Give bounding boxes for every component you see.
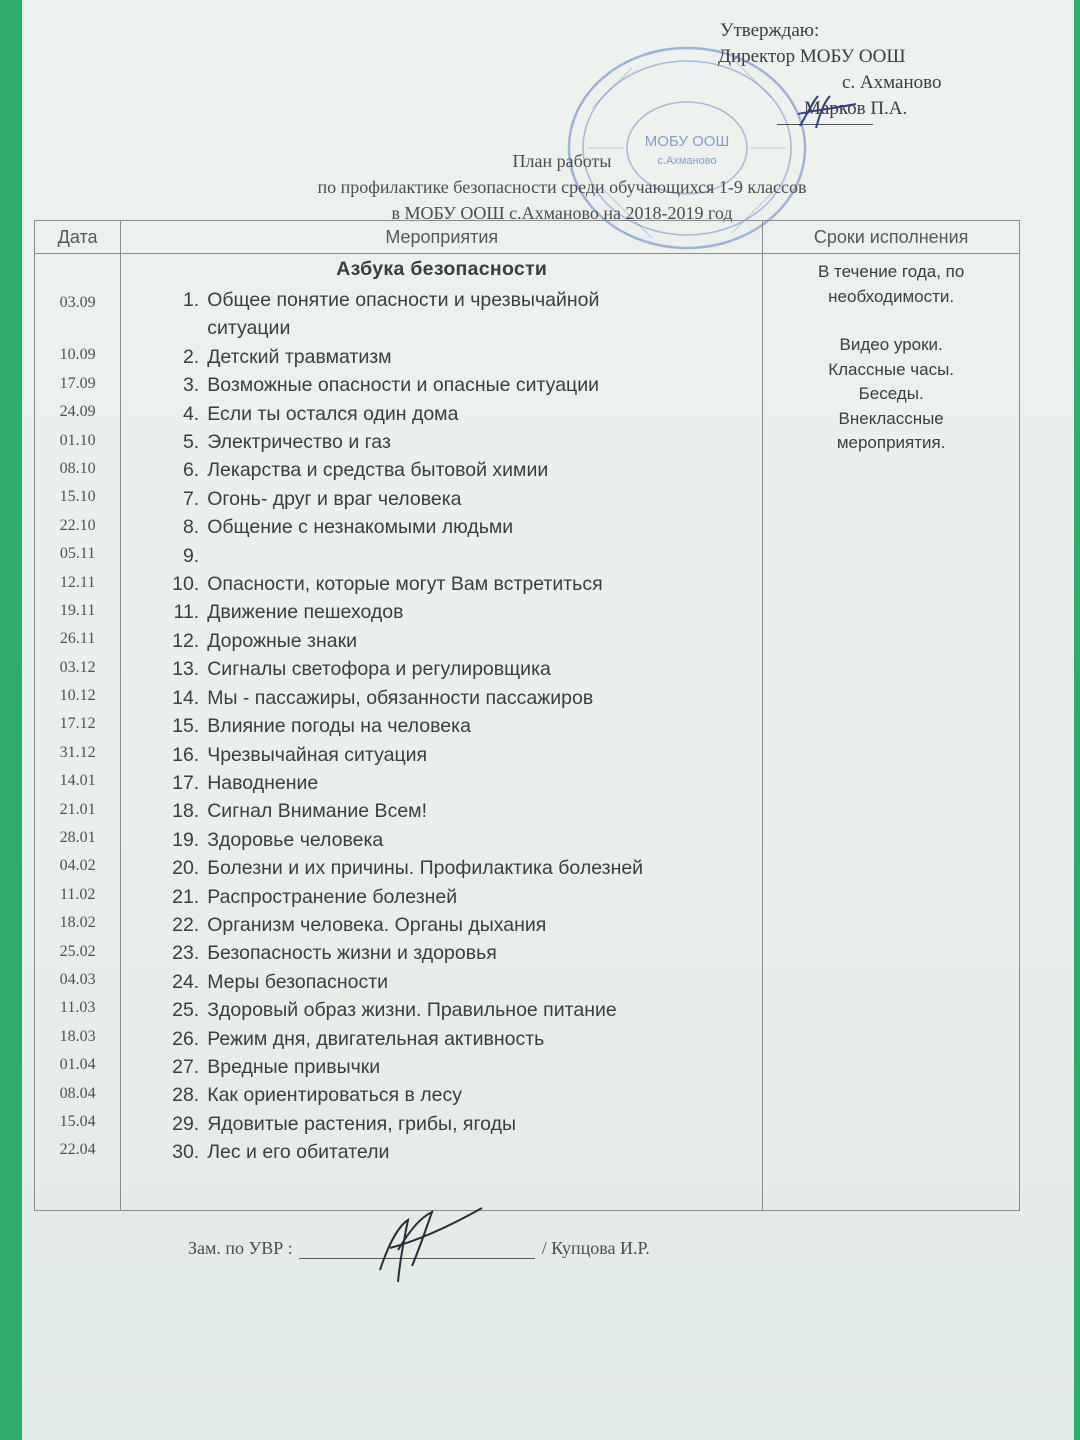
item-number: 16. (172, 743, 200, 766)
title-line-1: План работы (512, 151, 612, 171)
date-entry: 04.03 (59, 970, 96, 988)
date-entry: 08.10 (59, 459, 96, 477)
events-list (121, 254, 762, 1167)
document-title (202, 148, 922, 226)
item-number: 23. (172, 942, 200, 965)
date-entry: 03.09 (59, 294, 96, 311)
footer-role: Зам. по УВР : (188, 1238, 293, 1258)
list-item (121, 741, 762, 769)
item-text: Как ориентироваться в лесу (207, 1084, 462, 1107)
item-number: 25. (172, 999, 200, 1022)
approval-label: Утверждаю: (720, 20, 820, 41)
list-item (121, 826, 762, 854)
item-number: 15. (172, 715, 200, 738)
director-signature (792, 92, 862, 132)
item-number: 2. (182, 345, 200, 368)
table-body-row (35, 254, 1020, 1170)
list-item (121, 456, 762, 484)
approval-location: с. Ахманово (842, 72, 942, 93)
item-text: Огонь- друг и враг человека (207, 487, 462, 510)
section-title: Азбука безопасности (336, 258, 548, 280)
date-entry: 05.11 (59, 545, 96, 563)
approval-block (712, 18, 1072, 122)
list-item (121, 883, 762, 911)
title-line-3: в МОБУ ООШ с.Ахманово на 2018-2019 год (391, 203, 733, 223)
item-text: Режим дня, двигательная активность (207, 1027, 545, 1050)
date-entry: 17.09 (59, 374, 96, 392)
terms-line: Внеклассные (838, 408, 944, 428)
stamp-sub-text: с.Ахманово (657, 155, 717, 167)
item-text: ситуации (207, 317, 291, 340)
item-text: Распространение болезней (207, 885, 458, 908)
item-number: 17. (172, 771, 200, 794)
list-item (121, 712, 762, 740)
item-number: 22. (172, 913, 200, 936)
list-item (121, 513, 762, 541)
item-number (121, 314, 207, 342)
date-entry: 11.03 (59, 999, 96, 1017)
item-text: Сигналы светофора и регулировщика (207, 658, 551, 681)
item-number: 9. (182, 544, 200, 567)
date-entry: 10.09 (59, 346, 96, 364)
terms-line: Беседы. (858, 384, 924, 403)
item-text: Возможные опасности и опасные ситуации (207, 374, 599, 397)
list-item (121, 1110, 762, 1138)
item-text (207, 542, 762, 570)
terms-line: необходимости. (828, 286, 955, 306)
item-number: 18. (172, 800, 200, 823)
item-text: Здоровье человека (207, 828, 384, 851)
date-entry: 14.01 (59, 772, 96, 790)
deputy-signature (360, 1200, 490, 1290)
date-entry: 24.09 (59, 403, 96, 421)
item-text: Движение пешеходов (207, 601, 404, 624)
date-entry: 12.11 (59, 573, 96, 591)
terms-line: В течение года, по (817, 262, 965, 281)
date-entry: 18.03 (59, 1027, 96, 1045)
date-entry: 03.12 (59, 658, 96, 676)
list-item (121, 996, 762, 1024)
date-entry: 04.02 (59, 857, 96, 875)
date-entry: 01.10 (59, 431, 96, 449)
dates-list (35, 254, 120, 1170)
item-number: 27. (172, 1055, 200, 1078)
list-item (121, 854, 762, 882)
item-text: Детский травматизм (207, 345, 392, 368)
item-text: Если ты остался один дома (207, 402, 459, 425)
table-header-row (35, 221, 1020, 254)
item-number: 20. (172, 857, 200, 880)
list-item (121, 400, 762, 428)
item-text: Наводнение (207, 771, 319, 794)
date-entry: 19.11 (59, 601, 96, 619)
list-item (121, 968, 762, 996)
list-item (121, 314, 762, 342)
date-entry: 26.11 (59, 630, 96, 648)
footer-name: / Купцова И.Р. (541, 1238, 650, 1258)
title-line-2: по профилактике безопасности среди обучающихся 1-9 классов (317, 177, 807, 197)
list-item (121, 542, 762, 570)
list-item (121, 286, 762, 314)
item-text: Общение с незнакомыми людьми (207, 516, 514, 539)
list-item (121, 684, 762, 712)
item-number: 8. (182, 516, 200, 539)
item-number: 24. (172, 970, 200, 993)
item-number: 13. (172, 658, 200, 681)
item-text: Опасности, которые могут Вам встретиться (207, 573, 603, 596)
events-cell (121, 254, 763, 1170)
document-page (22, 0, 1074, 1440)
item-text: Сигнал Внимание Всем! (207, 800, 427, 823)
item-number: 6. (182, 459, 200, 482)
item-number: 11. (173, 601, 200, 624)
item-number: 26. (172, 1027, 200, 1050)
approval-position: Директор МОБУ ООШ (718, 46, 906, 67)
date-entry: 18.02 (59, 914, 96, 932)
item-number: 10. (172, 573, 200, 596)
list-item (121, 428, 762, 456)
date-entry: 21.01 (59, 800, 96, 818)
approval-name: Марков П.А. (804, 98, 908, 119)
item-text: Влияние погоды на человека (207, 715, 471, 738)
item-text: Здоровый образ жизни. Правильное питание (207, 999, 617, 1022)
item-number: 21. (172, 885, 200, 908)
item-text: Организм человека. Органы дыхания (207, 913, 547, 936)
date-entry: 01.04 (59, 1056, 96, 1074)
date-entry: 15.04 (59, 1112, 96, 1130)
date-entry: 10.12 (59, 687, 96, 705)
item-number: 12. (172, 629, 200, 652)
item-text: Лекарства и средства бытовой химии (207, 459, 549, 482)
item-text: Меры безопасности (207, 970, 389, 993)
list-item (121, 627, 762, 655)
item-text: Дорожные знаки (207, 629, 358, 652)
date-entry: 25.02 (59, 942, 96, 960)
header-date: Дата (35, 221, 121, 254)
list-item (121, 1081, 762, 1109)
list-item (121, 485, 762, 513)
item-number: 4. (182, 402, 200, 425)
item-number: 19. (172, 828, 200, 851)
terms-line: мероприятия. (836, 433, 946, 452)
list-item (121, 911, 762, 939)
terms-text (763, 254, 1019, 456)
item-text: Ядовитые растения, грибы, ягоды (207, 1112, 516, 1135)
list-item (121, 371, 762, 399)
date-entry: 28.01 (59, 829, 96, 847)
list-item (121, 1053, 762, 1081)
list-item (121, 598, 762, 626)
terms-line: Видео уроки. (839, 335, 943, 354)
item-text: Мы - пассажиры, обязанности пассажиров (207, 686, 594, 709)
header-events: Мероприятия (121, 221, 763, 254)
item-number: 28. (172, 1084, 200, 1107)
date-entry: 31.12 (59, 743, 96, 761)
item-text: Безопасность жизни и здоровья (207, 942, 497, 965)
item-number: 29. (172, 1112, 200, 1135)
item-number: 7. (182, 487, 200, 510)
list-item (121, 1025, 762, 1053)
date-entry: 17.12 (59, 715, 96, 733)
item-number: 3. (182, 374, 200, 397)
list-item (121, 343, 762, 371)
date-entry: 11.02 (59, 885, 96, 903)
item-number: 1. (182, 289, 200, 311)
item-text: Электричество и газ (207, 431, 391, 454)
item-text: Болезни и их причины. Профилактика болезней (207, 857, 644, 880)
item-text: Чрезвычайная ситуация (207, 743, 428, 766)
terms-line: Классные часы. (828, 359, 955, 379)
date-entry: 22.10 (59, 516, 96, 534)
list-item (121, 769, 762, 797)
date-entry: 08.04 (59, 1084, 96, 1102)
item-number: 30. (172, 1141, 200, 1164)
date-entry: 15.10 (59, 488, 96, 506)
item-text: Вредные привычки (207, 1055, 381, 1078)
list-item (121, 797, 762, 825)
item-number: 14. (172, 686, 200, 709)
list-item (121, 1138, 762, 1166)
dates-cell (35, 254, 121, 1170)
stamp-center-text: МОБУ ООШ (644, 133, 730, 150)
date-entry: 22.04 (59, 1141, 96, 1159)
terms-cell (763, 254, 1020, 1170)
item-text: Лес и его обитатели (207, 1141, 390, 1164)
list-item (121, 570, 762, 598)
list-item (121, 939, 762, 967)
header-terms: Сроки исполнения (763, 221, 1020, 254)
plan-table (34, 220, 1020, 1211)
item-text: Общее понятие опасности и чрезвычайной (207, 289, 600, 311)
item-number: 5. (182, 431, 200, 454)
table-bottom-row (35, 1170, 1020, 1211)
list-item (121, 655, 762, 683)
